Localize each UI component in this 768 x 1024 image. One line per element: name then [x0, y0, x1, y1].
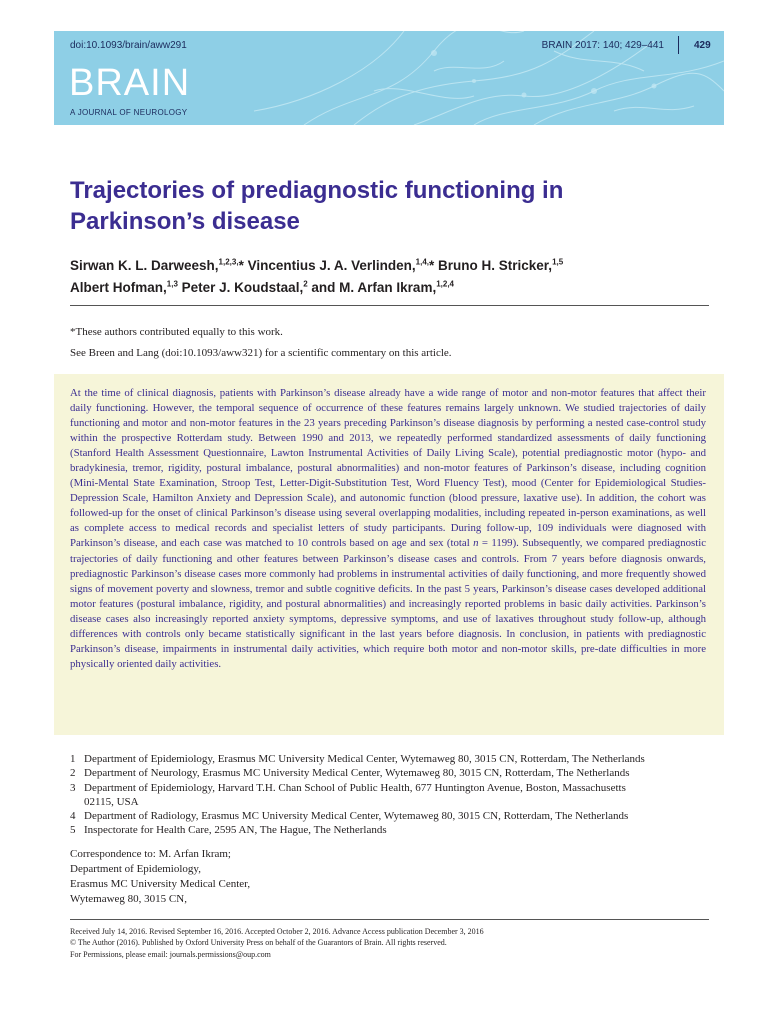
affiliation-item: 2 Department of Neurology, Erasmus MC University Medical Center, Wytemaweg 80, 3015 CN, Rotterdam, The Netherlands [70, 767, 630, 780]
equal-contribution-note: *These authors contributed equally to this work. [70, 326, 283, 338]
correspondence-line: Correspondence to: M. Arfan Ikram; [70, 848, 231, 860]
affiliations [70, 752, 730, 838]
author: and M. Arfan Ikram,$^{1,2,4}$ [311, 279, 454, 295]
header-separator [678, 36, 679, 54]
affiliation-item-continued: 02115, USA [84, 795, 139, 808]
title-line-1: Trajectories of prediagnostic functioning in [70, 177, 564, 204]
author: Sirwan K. L. Darweesh,$^{1,2,3,}$* [70, 257, 244, 273]
citation-label: BRAIN 2017: 140; 429–441 [541, 40, 664, 51]
journal-subtitle: A JOURNAL OF NEUROLOGY [70, 108, 188, 117]
author-list [70, 252, 720, 297]
journal-banner [54, 31, 724, 125]
received-dates: Received July 14, 2016. Revised September 16, 2016. Accepted October 2, 2016. Advance Access publication December 3, 2016 [70, 927, 484, 936]
abstract-box [54, 374, 724, 735]
title-line-2: Parkinson’s disease [70, 208, 300, 235]
correspondence-line: Erasmus MC University Medical Center, [70, 878, 251, 890]
author: Vincentius J. A. Verlinden,$^{1,4,}$* [247, 257, 435, 273]
affiliation-item: 1 Department of Epidemiology, Erasmus MC University Medical Center, Wytemaweg 80, 3015 CN, Rotterdam, The Netherlands [70, 753, 645, 765]
affiliation-item: 5 Inspectorate for Health Care, 2595 AN, The Hague, The Netherlands [70, 824, 387, 837]
publication-footer [70, 926, 484, 960]
page-number: 429 [694, 40, 711, 51]
affiliation-item: 3 Department of Epidemiology, Harvard T.H. Chan School of Public Health, 677 Huntington Avenue, Boston, Massachusetts [70, 781, 626, 794]
article-title [70, 175, 710, 237]
correspondence [70, 847, 250, 907]
correspondence-line: Department of Epidemiology, [70, 863, 201, 875]
abstract-text: At the time of clinical diagnosis, patients with Parkinson’s disease already have a wide range of motor and non-motor features that affect their daily functioning. However, the temporal sequence of occurrence of these features remains largely unknown. We studied trajectories of daily functioning and motor and non-motor features in the 23 years preceding Parkinson’s disease diagnosis by performing a nested case-control study within the prospective Rotterdam study. Between 1990 and 2013, we repeatedly performed standardized assessments of daily functioning (Stanford Health Assessment Questionnaire, Lawton Instrumental Activities of Daily Living Scale), potential prediagnostic motor (hypo- and bradykinesia, tremor, rigidity, postural imbalance, postural abnormalities) and non-motor features of Parkinson’s disease, including cognition (Mini-Mental State Examination, Stroop Test, Letter-Digit-Substitution Test, Word Fluency Test), mood (Center for Epidemiological Studies-Depression Scale, Hamilton Anxiety and Depression Scale), and autonomic function (blood pressure, laxative use). In addition, the cohort was followed-up for the onset of clinical Parkinson’s disease using several overlapping modalities, including repeated in-person examinations, as well as complete access to medical records and specialist letters of study participants. During follow-up, 109 individuals were diagnosed with Parkinson’s disease, and each case was matched to 10 controls based on age and sex (total n = 1199). Subsequently, we compared prediagnostic trajectories of daily functioning and other features between Parkinson’s disease cases and controls. From 7 years before diagnosis onwards, prediagnostic Parkinson’s disease cases more commonly had problems in instrumental activities of daily functioning, and more frequently showed signs of movement poverty and slowness, tremor and subtle cognitive deficits. In the past 5 years, Parkinson’s disease cases developed additional motor features (postural imbalance, rigidity, and postural abnormalities) and increasingly reported problems in basic daily activities. Parkinson’s disease cases also increasingly reported anxiety symptoms, depressive symptoms, and use of laxatives throughout study follow-up, although differences with controls only became statistically significant in the last years before diagnosis. In conclusion, in patients with prediagnostic Parkinson’s disease, impairments in instrumental daily activities, which require both motor and non-motor skills, pre-date difficulties in more physically oriented daily activities. [70, 387, 706, 670]
affiliation-item: 4 Department of Radiology, Erasmus MC University Medical Center, Wytemaweg 80, 3015 CN, Rotterdam, The Netherlands [70, 810, 629, 823]
commentary-note: See Breen and Lang (doi:10.1093/aww321) for a scientific commentary on this article. [70, 347, 452, 359]
journal-logo: BRAIN [69, 62, 191, 104]
footer-divider [70, 919, 709, 920]
copyright-notice: © The Author (2016). Published by Oxford University Press on behalf of the Guarantors of Brain. All rights reserved. [70, 938, 447, 948]
permissions-contact[interactable]: For Permissions, please email: journals.permissions@oup.com [70, 949, 271, 959]
doi-label[interactable]: doi:10.1093/brain/aww291 [70, 40, 187, 51]
correspondence-line: Wytemaweg 80, 3015 CN, [70, 893, 187, 905]
author: Bruno H. Stricker,$^{1,5}$ [438, 257, 564, 273]
divider [70, 305, 709, 306]
author: Albert Hofman,$^{1,3}$ [70, 279, 178, 295]
author: Peter J. Koudstaal,$^2$ [181, 279, 308, 295]
